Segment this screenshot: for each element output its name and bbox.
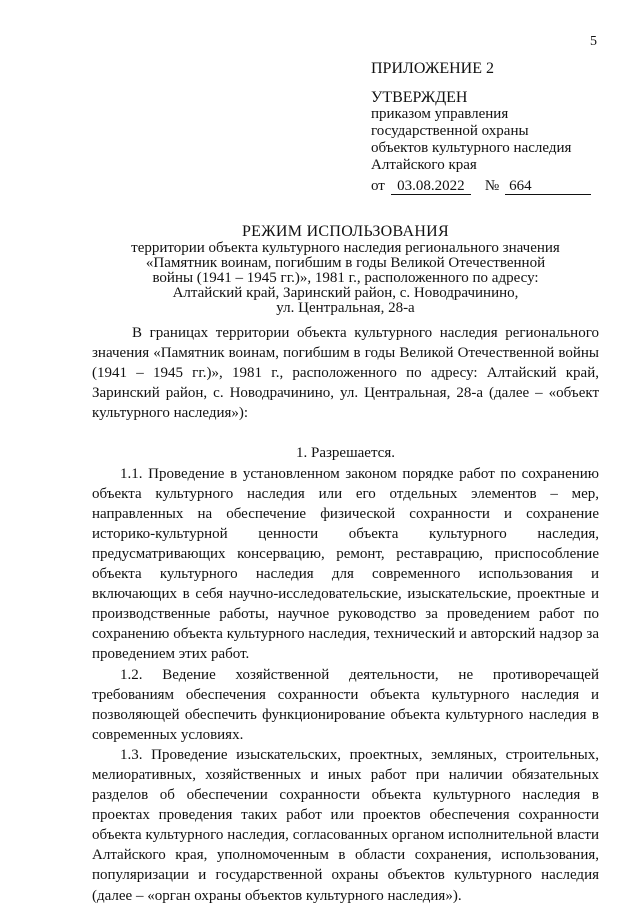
title-line: ул. Центральная, 28-а <box>276 300 415 316</box>
order-number: 664 <box>505 178 591 195</box>
title-line: территории объекта культурного наследия регионального значения <box>131 240 560 256</box>
number-sign: № <box>484 178 500 194</box>
approval-line: Алтайского края <box>371 157 477 173</box>
appendix-label: ПРИЛОЖЕНИЕ 2 <box>371 60 495 77</box>
document-title-block <box>92 224 599 316</box>
list-item: 1.3. Проведение изыскательских, проектных, земляных, строительных, мелиоративных, хозяйственных и иных работ при наличии обязательных разделов об обеспечении сохранности объекта культурного наследия в проектах проведения таких работ или проектов обеспечения сохранности объекта культурного наследия, согласованных органом исполнительной власти Алтайского края, уполномоченным в области сохранения, использования, популяризации и государственной охраны объектов культурного наследия (далее – «орган охраны объектов культурного наследия»). <box>92 746 599 904</box>
approval-stamp-block <box>371 60 611 195</box>
document-body <box>92 323 599 906</box>
list-item: 1.1. Проведение в установленном законом порядке работ по сохранению объекта культурного наследия или его отдельных элементов – мер, направленных на обеспечение физической сохранности и сохранение историко-культурной ценности объекта культурного наследия, предусматривающих консервацию, ремонт, реставрацию, приспособление объекта культурного наследия для современного использования и включающих в себя научно-исследовательские, изыскательские, проектные и производственные работы, научное руководство за проведением работ по сохранению объекта культурного наследия, технический и авторский надзор за проведением этих работ. <box>92 465 599 663</box>
approved-label: УТВЕРЖДЕН <box>371 89 468 106</box>
title-line: войны (1941 – 1945 гг.)», 1981 г., расположенного по адресу: <box>152 270 539 286</box>
list-item: 1.2. Ведение хозяйственной деятельности, не противоречащей требованиям обеспечения сохранности объекта культурного наследия и позволяющей обеспечить функционирование объекта культурного наследия в современных условиях. <box>92 666 599 743</box>
section-heading: 1. Разрешается. <box>296 445 395 462</box>
order-date-number-line <box>371 178 611 195</box>
document-title: РЕЖИМ ИСПОЛЬЗОВАНИЯ <box>241 223 450 240</box>
title-line: Алтайский край, Заринский район, с. Новодрачинино, <box>172 285 519 301</box>
approval-line: государственной охраны <box>371 123 529 139</box>
approval-line: объектов культурного наследия <box>371 140 572 156</box>
order-date: 03.08.2022 <box>391 178 471 195</box>
title-line: «Памятник воинам, погибшим в годы Великой Отечественной <box>145 255 546 271</box>
date-prefix: от <box>371 178 385 194</box>
intro-paragraph: В границах территории объекта культурного наследия регионального значения «Памятник воинам, погибшим в годы Великой Отечественной войны (1941 – 1945 гг.)», 1981 г., расположенного по адресу: Алтайский край, Заринский район, с. Новодрачинино, ул. Центральная, 28-а (далее – «объект культурного наследия»): <box>92 325 599 422</box>
page-number: 5 <box>590 34 597 49</box>
approval-line: приказом управления <box>371 106 509 122</box>
